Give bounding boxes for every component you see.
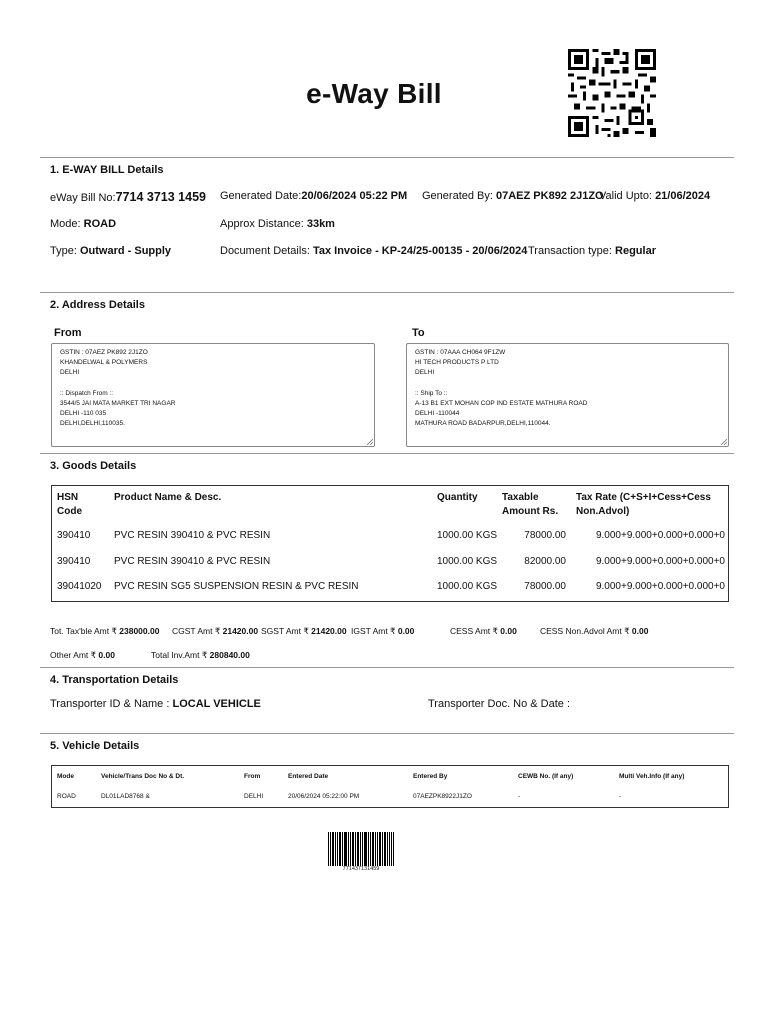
approx-distance: Approx Distance: 33km <box>220 218 335 230</box>
col-header-tax-rate: Tax Rate (C+S+I+Cess+Cess <box>576 492 711 503</box>
cell-multi-vehicle: - <box>619 793 622 800</box>
address-line: DELHI <box>60 369 80 377</box>
to-label: To <box>412 327 425 339</box>
table-row <box>52 578 728 598</box>
ewb-number: eWay Bill No:7714 3713 1459 <box>50 190 206 204</box>
cell-quantity: 1000.00 KGS <box>437 556 498 567</box>
generated-by: Generated By: 07AEZ PK892 2J1ZO <box>422 190 604 202</box>
section-divider <box>40 667 734 668</box>
col-header-multi-vehicle: Multi Veh.Info (If any) <box>619 773 685 780</box>
generated-date: Generated Date:20/06/2024 05:22 PM <box>220 190 408 202</box>
cell-quantity: 1000.00 KGS <box>437 530 498 541</box>
cell-taxable: 82000.00 <box>524 556 566 567</box>
cell-tax-rate: 9.000+9.000+0.000+0.000+0 <box>595 556 725 567</box>
address-line: DELHI -110 035 <box>60 410 107 418</box>
col-header-cewb: CEWB No. (If any) <box>518 773 574 780</box>
resize-handle-icon[interactable] <box>367 439 373 445</box>
address-line: DELHI <box>415 369 435 377</box>
col-header-entered-date: Entered Date <box>288 773 329 780</box>
address-line <box>415 379 728 389</box>
section-heading-goods: 3. Goods Details <box>50 460 137 472</box>
transporter-doc: Transporter Doc. No & Date : <box>428 698 571 710</box>
col-header-from: From <box>244 773 261 780</box>
cell-cewb: - <box>518 793 521 800</box>
col-header-vehicle: Vehicle/Trans Doc No & Dt. <box>101 773 185 780</box>
cell-from: DELHI <box>244 793 264 800</box>
type: Type: Outward - Supply <box>50 245 172 257</box>
barcode-icon <box>328 832 394 866</box>
address-line: A-13 B1 EXT MOHAN COP IND ESTATE MATHURA ROAD <box>415 400 588 408</box>
address-line: DELHI -110044 <box>415 410 460 418</box>
transaction-type: Transaction type: Regular <box>528 245 656 257</box>
section-heading-address: 2. Address Details <box>50 299 145 311</box>
total-taxable: Tot. Tax'ble Amt ₹ 238000.00 <box>50 626 160 636</box>
valid-upto: Valid Upto: 21/06/2024 <box>599 190 711 202</box>
cell-tax-rate: 9.000+9.000+0.000+0.000+0 <box>595 530 725 541</box>
transporter-id-name: Transporter ID & Name : LOCAL VEHICLE <box>50 698 261 710</box>
cell-taxable: 78000.00 <box>524 581 566 592</box>
cell-hsn: 39041020 <box>57 581 102 592</box>
igst-amount: IGST Amt ₹ 0.00 <box>351 626 415 636</box>
barcode-number: 771437131459 <box>342 866 380 872</box>
col-header-tax-rate-nonadvol: Non.Advol) <box>576 506 630 517</box>
section-heading-transportation: 4. Transportation Details <box>50 674 179 686</box>
col-header-quantity: Quantity <box>437 492 478 503</box>
cell-product: PVC RESIN SG5 SUSPENSION RESIN & PVC RESIN <box>114 581 359 592</box>
address-line: GSTIN : 07AEZ PK892 2J1ZO <box>60 349 148 356</box>
address-line: KHANDELWAL & POLYMERS <box>60 359 148 367</box>
address-line: GSTIN : 07AAA CH064 9F1ZW <box>415 349 506 356</box>
cell-tax-rate: 9.000+9.000+0.000+0.000+0 <box>595 581 725 592</box>
section-heading-ewb-details: 1. E-WAY BILL Details <box>50 164 164 176</box>
cell-product: PVC RESIN 390410 & PVC RESIN <box>114 556 271 567</box>
section-divider <box>40 733 734 734</box>
cgst-amount: CGST Amt ₹ 21420.00 <box>172 626 259 636</box>
cell-entered-date: 20/06/2024 05:22:00 PM <box>288 793 360 800</box>
goods-table <box>51 485 729 602</box>
page-title: e-Way Bill <box>306 78 442 109</box>
qr-code-icon <box>568 47 656 139</box>
address-line: DELHI,DELHI,110035. <box>60 420 125 428</box>
section-divider <box>40 453 734 454</box>
address-line: MATHURA ROAD BADARPUR,DELHI,110044. <box>415 420 551 428</box>
address-line <box>60 379 374 389</box>
col-header-hsn-code: Code <box>57 506 82 517</box>
other-amount: Other Amt ₹ 0.00 <box>50 650 115 660</box>
cell-entered-by: 07AEZPK8922J1ZO <box>413 793 472 800</box>
address-line: :: Ship To :: <box>415 389 448 397</box>
cess-amount: CESS Amt ₹ 0.00 <box>450 626 517 636</box>
table-row <box>52 791 728 803</box>
cell-vehicle: DL01LAD8768 & <box>101 793 150 800</box>
cell-mode: ROAD <box>57 793 76 800</box>
address-line: 3544/5 JAI MATA MARKET TRI NAGAR <box>60 400 176 408</box>
cell-hsn: 390410 <box>57 556 91 567</box>
from-label: From <box>54 327 82 339</box>
col-header-product: Product Name & Desc. <box>114 492 222 503</box>
section-divider <box>40 292 734 293</box>
col-header-taxable-amount: Amount Rs. <box>502 506 559 517</box>
col-header-entered-by: Entered By <box>413 773 448 780</box>
address-line: :: Dispatch From :: <box>60 389 114 397</box>
cess-nonadvol-amount: CESS Non.Advol Amt ₹ 0.00 <box>540 626 649 636</box>
mode: Mode: ROAD <box>50 218 117 230</box>
cell-taxable: 78000.00 <box>524 530 566 541</box>
address-line: HI TECH PRODUCTS P LTD <box>415 359 499 367</box>
from-address-textarea[interactable] <box>51 343 375 447</box>
table-row <box>52 527 728 547</box>
table-row <box>52 553 728 573</box>
cell-hsn: 390410 <box>57 530 91 541</box>
resize-handle-icon[interactable] <box>721 439 727 445</box>
col-header-taxable: Taxable <box>502 492 539 503</box>
to-address-textarea[interactable] <box>406 343 729 447</box>
col-header-mode: Mode <box>57 773 74 780</box>
document-details: Document Details: Tax Invoice - KP-24/25-00135 - 20/06/2024 <box>220 245 528 257</box>
section-divider <box>40 157 734 158</box>
col-header-hsn: HSN <box>57 492 79 503</box>
section-heading-vehicle: 5. Vehicle Details <box>50 740 140 752</box>
total-invoice-amount: Total Inv.Amt ₹ 280840.00 <box>151 650 250 660</box>
cell-quantity: 1000.00 KGS <box>437 581 498 592</box>
sgst-amount: SGST Amt ₹ 21420.00 <box>261 626 347 636</box>
vehicle-table <box>51 765 729 808</box>
cell-product: PVC RESIN 390410 & PVC RESIN <box>114 530 271 541</box>
